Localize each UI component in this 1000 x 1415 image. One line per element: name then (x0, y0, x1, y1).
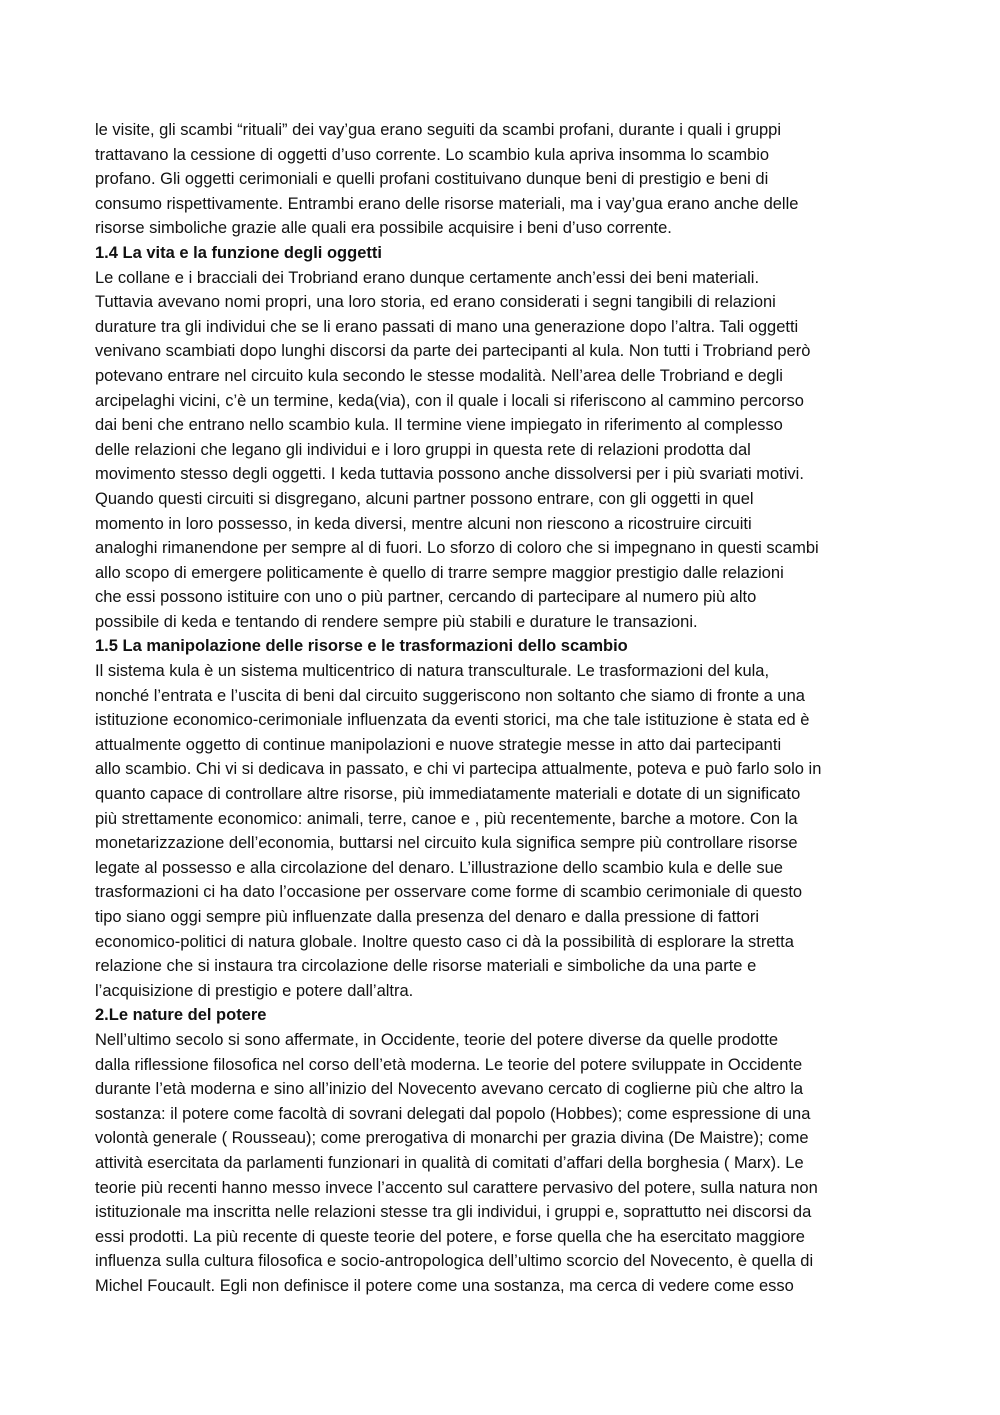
paragraph (95, 659, 910, 1003)
text-line: potevano entrare nel circuito kula secondo le stesse modalità. Nell’area delle Trobriand e degli (95, 366, 783, 385)
text-line: possibile di keda e tentando di rendere sempre più stabili e durature le transazioni. (95, 612, 698, 631)
paragraph (95, 1028, 910, 1299)
text-line: economico-politici di natura globale. Inoltre questo caso ci dà la possibilità di esplorare la stretta (95, 932, 794, 951)
paragraph (95, 118, 910, 241)
text-line: sostanza: il potere come facoltà di sovrani delegati dal popolo (Hobbes); come espressione di una (95, 1104, 811, 1123)
text-line: trasformazioni ci ha dato l’occasione per osservare come forme di scambio cerimoniale di questo (95, 883, 803, 902)
text-line: quanto capace di controllare altre risorse, più immediatamente materiali e dotate di un significato (95, 785, 801, 804)
text-line: venivano scambiati dopo lunghi discorsi da parte dei partecipanti al kula. Non tutti i Trobriand però (95, 342, 811, 361)
text-line: più strettamente economico: animali, terre, canoe e , più recentemente, barche a motore. Con la (95, 809, 798, 828)
text-line: Il sistema kula è un sistema multicentrico di natura transculturale. Le trasformazioni del kula, (95, 662, 770, 681)
text-line: Tuttavia avevano nomi propri, una loro storia, ed erano considerati i segni tangibili di relazioni (95, 293, 776, 312)
text-line: Michel Foucault. Egli non definisce il potere come una sostanza, ma cerca di vedere come esso (95, 1276, 794, 1295)
text-line: durante l’età moderna e sino all’inizio del Novecento avevano cercato di coglierne più che altro la (95, 1080, 804, 1099)
text-line: istituzionale ma inscritta nelle relazioni stesse tra gli individui, i gruppi e, soprattutto nei discorsi da (95, 1203, 812, 1222)
text-line: volontà generale ( Rousseau); come prerogativa di monarchi per grazia divina (De Maistre); come (95, 1129, 809, 1148)
text-line: attività esercitata da parlamenti funzionari in qualità di comitati d’affari della borghesia ( Marx). Le (95, 1153, 804, 1172)
text-line: Le collane e i bracciali dei Trobriand erano dunque certamente anch’essi dei beni materiali. (95, 268, 760, 287)
text-line: risorse simboliche grazie alle quali era possibile acquisire i beni d’uso corrente. (95, 219, 672, 238)
text-line: delle relazioni che legano gli individui e i loro gruppi in questa rete di relazioni prodotta dal (95, 440, 751, 459)
text-line: dalla riflessione filosofica nel corso dell’età moderna. Le teorie del potere sviluppate in Occidente (95, 1055, 803, 1074)
text-line: durature tra gli individui che se li erano passati di mano una generazione dopo l’altra. Tali oggetti (95, 317, 799, 336)
text-line: tipo siano oggi sempre più influenzate dalla presenza del denaro e dalla pressione di fattori (95, 908, 760, 926)
text-line: relazione che si instaura tra circolazione delle risorse materiali e simboliche da una parte e (95, 957, 757, 976)
text-line: Quando questi circuiti si disgregano, alcuni partner possono entrare, con gli oggetti in quel (95, 489, 754, 508)
section-heading: 1.4 La vita e la funzione degli oggetti (95, 243, 382, 262)
document-page (95, 118, 910, 1299)
text-line: arcipelaghi vicini, c’è un termine, keda(via), con il quale i locali si riferiscono al cammino percorso (95, 391, 804, 410)
text-line: legate al possesso e alla circolazione del denaro. L’illustrazione dello scambio kula e delle sue (95, 858, 783, 877)
text-line: essi prodotti. La più recente di queste teorie del potere, e forse quella che ha esercitato maggiore (95, 1227, 805, 1246)
text-line: allo scopo di emergere politicamente è quello di trarre sempre maggior prestigio dalle relazioni (95, 563, 784, 582)
text-line: influenza sulla cultura filosofica e socio-antropologica dell’ultimo scorcio del Novecento, è quella di (95, 1252, 814, 1271)
paragraph (95, 266, 910, 635)
text-line: monetarizzazione dell’economia, buttarsi nel circuito kula significa sempre più controllare risorse (95, 834, 798, 853)
text-line: trattavano la cessione di oggetti d’uso corrente. Lo scambio kula apriva insomma lo scambio (95, 145, 770, 164)
text-line: consumo rispettivamente. Entrambi erano delle risorse materiali, ma i vay’gua erano anche delle (95, 194, 799, 213)
text-line: dai beni che entrano nello scambio kula. Il termine viene impiegato in riferimento al complesso (95, 416, 783, 435)
text-line: allo scambio. Chi vi si dedicava in passato, e chi vi partecipa attualmente, poteva e può farlo solo in (95, 760, 822, 779)
text-line: che essi possono istituire con uno o più partner, cercando di partecipare al numero più alto (95, 588, 757, 607)
text-line: istituzione economico-cerimoniale influenzata da eventi storici, ma che tale istituzione è stata ed è (95, 711, 810, 730)
text-line: attualmente oggetto di continue manipolazioni e nuove strategie messe in atto dai partecipanti (95, 735, 782, 754)
text-line: profano. Gli oggetti cerimoniali e quelli profani costituivano dunque beni di prestigio e beni di (95, 170, 769, 189)
text-line: teorie più recenti hanno messo invece l’accento sul carattere pervasivo del potere, sulla natura non (95, 1178, 818, 1197)
text-line: analoghi rimanendone per sempre al di fuori. Lo sforzo di coloro che si impegnano in questi scambi (95, 539, 819, 558)
text-line: movimento stesso degli oggetti. I keda tuttavia possono anche dissolversi per i più svariati motivi. (95, 465, 804, 484)
section-heading: 1.5 La manipolazione delle risorse e le trasformazioni dello scambio (95, 637, 628, 656)
text-line: Nell’ultimo secolo si sono affermate, in Occidente, teorie del potere diverse da quelle prodotte (95, 1030, 778, 1049)
section-heading: 2.Le nature del potere (95, 1006, 267, 1025)
text-line: le visite, gli scambi “rituali” dei vay’gua erano seguiti da scambi profani, durante i quali i gruppi (95, 121, 782, 139)
text-line: nonché l’entrata e l’uscita di beni dal circuito suggeriscono non soltanto che siamo di fronte a una (95, 686, 805, 705)
text-line: momento in loro possesso, in keda diversi, mentre alcuni non riescono a ricostruire circuiti (95, 514, 752, 533)
text-line: l’acquisizione di prestigio e potere dall’altra. (95, 981, 414, 1000)
